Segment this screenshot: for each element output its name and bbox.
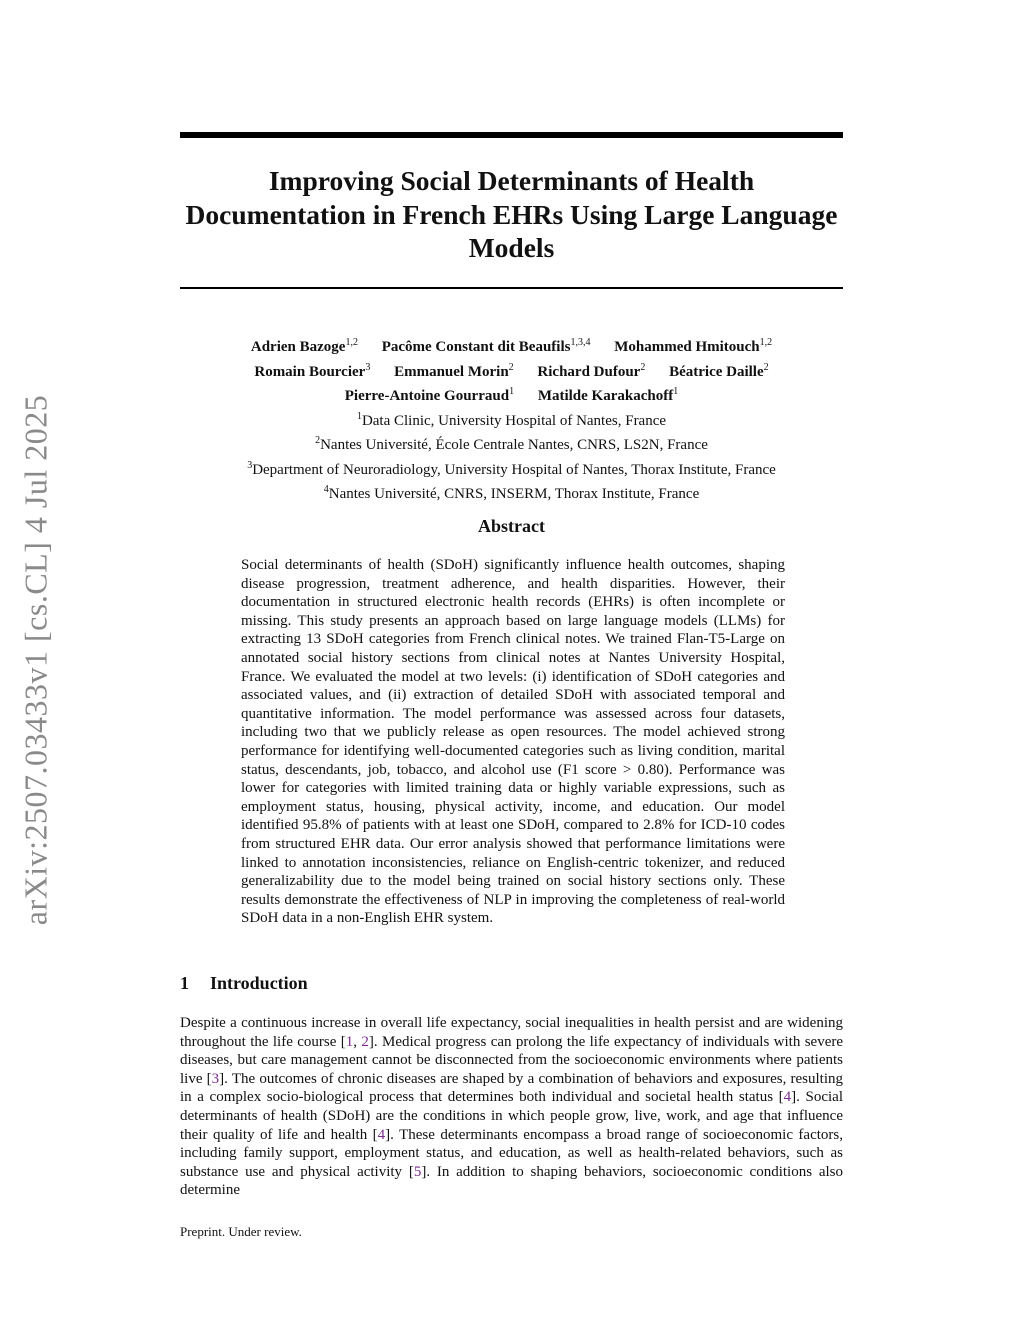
title-top-rule <box>180 132 843 138</box>
abstract-heading: Abstract <box>478 516 545 536</box>
text-run: , <box>353 1033 362 1050</box>
affiliation: $^4$Nantes Université, CNRS, INSERM, Thorax Institute, France <box>323 484 700 502</box>
author-name: Matilde Karakachoff$^1$ <box>537 386 679 404</box>
affiliation: $^1$Data Clinic, University Hospital of Nantes, France <box>356 410 667 429</box>
author-name: Emmanuel Morin$^2$ <box>394 361 514 380</box>
author-row <box>180 333 843 358</box>
preprint-footer: Preprint. Under review. <box>180 1224 302 1239</box>
author-name: Romain Bourcier$^3$ <box>254 361 371 380</box>
author-name: Adrien Bazoge$^{1,2}$ <box>250 337 358 355</box>
citation-link[interactable]: 4 <box>783 1089 792 1106</box>
paper-title: Improving Social Determinants of Health Documentation in French EHRs Using Large Language Models <box>185 165 838 263</box>
affiliation: $^3$Department of Neuroradiology, University Hospital of Nantes, Thorax Institute, France <box>247 459 776 478</box>
author-name: Mohammed Hmitouch$^{1,2}$ <box>614 337 773 355</box>
text-run: ]. Medical progress can prolong the life expectancy of individuals with severe diseases, but care management cannot be disconnected from the socioeconomic environments where patients live [ <box>180 1033 844 1087</box>
author-row <box>180 358 843 383</box>
author-block <box>180 333 843 505</box>
text-run: Despite a continuous increase in overall life expectancy, social inequalities in health persist and are widening throughout the life course [ <box>180 1015 843 1050</box>
author-row <box>180 382 843 407</box>
text-run: ]. These determinants encompass a broad range of socioeconomic factors, including family support, employment status, and education, as well as health-related behaviors, such as substance use and physical activity [ <box>180 1126 843 1180</box>
text-run: ]. The outcomes of chronic diseases are shaped by a combination of behaviors and exposures, resulting in a complex socio-biological process that determines both individual and societal health status [ <box>180 1070 843 1106</box>
title-bottom-rule <box>180 287 843 289</box>
section-number: 1 <box>180 973 189 993</box>
section-heading-introduction <box>180 973 308 994</box>
arxiv-identifier: arXiv:2507.03433v1 [cs.CL] 4 Jul 2025 <box>17 394 54 926</box>
citation-link[interactable]: 2 <box>361 1033 369 1050</box>
author-name: Richard Dufour$^2$ <box>537 361 646 380</box>
citation-link[interactable]: 5 <box>413 1163 422 1180</box>
citation-link[interactable]: 4 <box>377 1126 386 1143</box>
introduction-paragraph <box>180 1014 843 1200</box>
citation-link[interactable]: 3 <box>211 1070 220 1087</box>
author-name: Béatrice Daille$^2$ <box>669 361 769 380</box>
text-run: ]. Social determinants of health (SDoH) are the conditions in which people grow, live, work, and age that influence their quality of life and health [ <box>180 1089 843 1143</box>
author-name: Pierre-Antoine Gourraud$^1$ <box>344 386 515 404</box>
affiliation: $^2$Nantes Université, École Centrale Nantes, CNRS, LS2N, France <box>315 435 708 453</box>
text-run: ]. In addition to shaping behaviors, socioeconomic conditions also determine <box>180 1163 844 1199</box>
citation-link[interactable]: 1 <box>345 1033 354 1050</box>
section-title: Introduction <box>210 973 308 993</box>
abstract-text: Social determinants of health (SDoH) significantly influence health outcomes, shaping disease progression, treatment adherence, and health disparities. However, their documentation in structured electronic health records (EHRs) is often incomplete or missing. This study presents an approach based on large language models (LLMs) for extracting 13 SDoH categories from French clinical notes. We trained Flan-T5-Large on annotated social history sections from clinical notes at Nantes University Hospital, France. We evaluated the model at two levels: (i) identification of SDoH categories and associated values, and (ii) extraction of detailed SDoH with associated temporal and quantitative information. The model performance was assessed across four datasets, including two that we publicly release as open resources. The model achieved strong performance for identifying well-documented categories such as living condition, marital status, descendants, job, tobacco, and alcohol use (F1 score > 0.80). Performance was lower for categories with limited training data or highly variable expressions, such as employment status, housing, physical activity, income, and education. Our model identified 95.8% of patients with at least one SDoH, compared to 2.8% for ICD-10 codes from structured EHR data. Our error analysis showed that performance limitations were linked to annotation inconsistencies, reliance on English-centric tokenizer, and reduced generalizability due to the model being trained on social history sections only. These results demonstrate the effectiveness of NLP in improving the completeness of real-world SDoH data in a non-English EHR system. <box>241 557 785 927</box>
author-name: Pacôme Constant dit Beaufils$^{1,3,4}$ <box>381 337 591 355</box>
